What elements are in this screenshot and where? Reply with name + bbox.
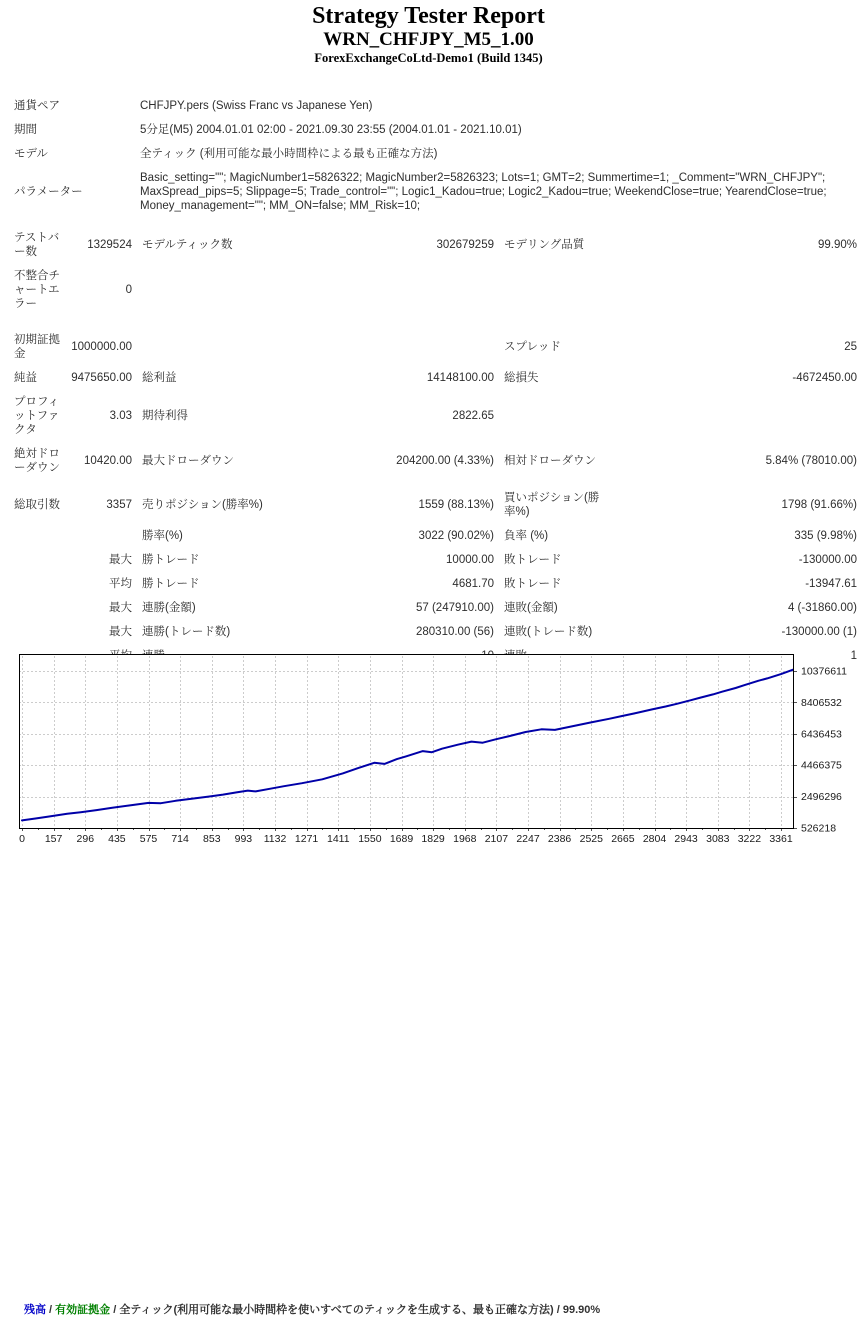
stat-label: 売りポジション(勝率%): [142, 499, 263, 511]
stat-value: 平均: [109, 578, 132, 590]
modeling-quality: 99.90%: [562, 1304, 601, 1316]
stat-value: 5.84% (78010.00): [765, 455, 857, 467]
server-build: ForexExchangeCoLtd-Demo1 (Build 1345): [314, 51, 543, 65]
stat-value: 4681.70: [452, 578, 494, 590]
x-tick-label: 993: [234, 833, 253, 845]
x-tick-label: 1271: [294, 833, 319, 845]
stat-label: 絶対ドロ ーダウン: [14, 448, 60, 474]
stat-label: 相対ドローダウン: [504, 455, 596, 467]
page-title: Strategy Tester Report: [312, 3, 545, 29]
y-tick-label: 8406532: [801, 696, 842, 709]
stat-value: -13947.61: [805, 578, 857, 590]
balance-chart-svg: [0, 648, 857, 852]
stat-value: 最大: [109, 602, 132, 614]
stat-label: 総取引数: [14, 499, 60, 511]
stat-value: 3357: [106, 499, 132, 511]
y-tick-label: 526218: [801, 822, 837, 835]
row-spacer: [14, 316, 857, 328]
info-label: 期間: [14, 124, 37, 136]
report-row: [14, 442, 857, 480]
report-row: [14, 524, 857, 548]
x-tick-label: 2665: [611, 833, 635, 845]
stat-value: 1000000.00: [71, 341, 132, 353]
x-tick-label: 2525: [579, 833, 603, 845]
x-tick-label: 3222: [737, 833, 762, 845]
row-spacer: [14, 218, 857, 226]
stat-value: 10420.00: [84, 455, 132, 467]
stat-label: 勝トレード: [142, 554, 200, 566]
model-note: 全ティック(利用可能な最小時間枠を使いすべてのティックを生成する、最も正確な方法): [119, 1304, 554, 1316]
info-label: モデル: [14, 148, 48, 160]
stat-label: 連勝(金額): [142, 602, 196, 614]
legend-separator: /: [110, 1304, 120, 1316]
info-label: パラメーター: [14, 186, 83, 198]
x-tick-label: 2247: [516, 833, 540, 845]
report-row: [14, 390, 857, 442]
stat-label: スプレッド: [504, 341, 561, 353]
x-tick-label: 1829: [421, 833, 445, 845]
x-tick-label: 2804: [642, 833, 667, 845]
x-tick-label: 1132: [263, 833, 287, 845]
chart-legend: [24, 1304, 604, 1317]
stat-label: 期待利得: [142, 410, 188, 422]
report-row: [14, 118, 857, 142]
x-tick-label: 2943: [674, 833, 698, 845]
legend-separator: /: [46, 1304, 56, 1316]
x-tick-label: 2386: [547, 833, 572, 845]
x-tick-label: 575: [139, 833, 158, 845]
stat-value: -130000.00 (1): [781, 626, 857, 638]
report-row: [14, 328, 857, 366]
stat-label: テストバ ー数: [14, 232, 60, 258]
stat-label: 最大ドローダウン: [142, 455, 234, 467]
report-row: [14, 264, 857, 316]
stat-value: 57 (247910.00): [415, 602, 494, 614]
x-tick-label: 296: [76, 833, 95, 845]
report-table: [14, 94, 857, 668]
stat-label: モデルティック数: [142, 239, 233, 251]
stat-value: 4 (-31860.00): [787, 602, 857, 614]
report-header: [0, 0, 857, 66]
x-tick-label: 1689: [389, 833, 414, 845]
info-value: 5分足(M5) 2004.01.01 02:00 - 2021.09.30 23:55 (2004.01.01 - 2021.10.01): [140, 124, 522, 136]
stat-value: 3022 (90.02%): [418, 530, 494, 542]
stat-label: 純益: [14, 372, 37, 384]
x-tick-label: 714: [171, 833, 189, 845]
stat-label: 総損失: [504, 372, 539, 384]
info-value: Basic_setting=""; MagicNumber1=5826322; MagicNumber2=5826323; Lots=1; GMT=2; Summertime=1; _Comment="WRN_CHFJPY"; MaxSpread_pips=5; Slippage=5; Trade_control=""; Logic1_Kadou=true; Logic2_Kadou=true; WeekendClose=true; YearendClose=true; Money_management=""; MM_ON=false; MM_Risk=10;: [140, 172, 827, 212]
info-value: CHFJPY.pers (Swiss Franc vs Japanese Yen): [140, 100, 373, 112]
stat-value: 9475650.00: [71, 372, 132, 384]
stat-value: 204200.00 (4.33%): [396, 455, 494, 467]
stat-label: 勝トレード: [142, 578, 200, 590]
stat-label: 勝率(%): [142, 530, 183, 542]
y-tick-label: 6436453: [801, 728, 842, 741]
report-row: [14, 226, 857, 264]
x-tick-label: 1411: [327, 833, 350, 845]
report-row: [14, 366, 857, 390]
report-row: [14, 572, 857, 596]
stat-value: 14148100.00: [426, 372, 494, 384]
stat-value: 1798 (91.66%): [781, 499, 857, 511]
stat-label: プロフィ ットファ クタ: [14, 396, 60, 436]
stat-value: 1559 (88.13%): [418, 499, 494, 511]
report-row: [14, 486, 857, 524]
stat-value: 3.03: [109, 410, 132, 422]
stat-label: 初期証拠 金: [14, 334, 60, 360]
info-label: 通貨ペア: [14, 100, 60, 112]
y-axis-labels: [801, 666, 847, 835]
chart-plot-area: [19, 654, 793, 828]
x-tick-label: 1968: [453, 833, 477, 845]
x-tick-label: 0: [19, 833, 25, 845]
stat-label: 敗トレード: [504, 554, 562, 566]
stat-value: 最大: [109, 626, 132, 638]
x-tick-label: 1550: [358, 833, 382, 845]
x-tick-label: 853: [203, 833, 221, 845]
stat-label: 連勝(トレード数): [142, 626, 231, 638]
stat-label: 買いポジション(勝率%): [504, 492, 600, 518]
info-value: 全ティック (利用可能な最小時間枠による最も正確な方法): [140, 148, 438, 160]
report-row: [14, 620, 857, 644]
x-tick-label: 157: [44, 833, 63, 845]
stat-value: 302679259: [436, 239, 494, 251]
x-tick-label: 3083: [706, 833, 730, 845]
stat-label: 連敗(金額): [504, 602, 558, 614]
x-tick-label: 3361: [769, 833, 793, 845]
balance-chart: [0, 648, 857, 1316]
stat-value: -130000.00: [798, 554, 857, 566]
stat-label: 連敗(トレード数): [504, 626, 593, 638]
stat-label: 敗トレード: [504, 578, 562, 590]
y-tick-label: 4466375: [801, 759, 842, 772]
stat-value: 最大: [109, 554, 132, 566]
x-axis-labels: [19, 833, 793, 845]
stat-value: -4672450.00: [792, 372, 857, 384]
stat-value: 2822.65: [452, 410, 494, 422]
report-row: [14, 166, 857, 218]
stat-label: 総利益: [142, 372, 177, 384]
balance-series-label: 残高: [24, 1304, 46, 1316]
stat-value: 10000.00: [446, 554, 494, 566]
report-row: [14, 596, 857, 620]
y-tick-label: 10376611: [801, 665, 847, 678]
ea-name: WRN_CHFJPY_M5_1.00: [323, 29, 534, 50]
stat-value: 335 (9.98%): [794, 530, 857, 542]
equity-series-label: 有効証拠金: [55, 1304, 111, 1316]
stat-label: 負率 (%): [504, 530, 549, 542]
x-tick-label: 2107: [484, 833, 509, 845]
report-row: [14, 94, 857, 118]
report-row: [14, 548, 857, 572]
stat-value: 99.90%: [817, 239, 857, 251]
stat-value: 25: [844, 341, 857, 353]
x-tick-label: 435: [108, 833, 126, 845]
stat-label: モデリング品質: [504, 239, 585, 251]
report-row: [14, 142, 857, 166]
stat-value: 1: [850, 650, 857, 662]
y-tick-label: 2496296: [801, 791, 842, 804]
stat-value: 1329524: [87, 239, 132, 251]
legend-separator: /: [553, 1304, 563, 1316]
stat-value: 0: [125, 284, 132, 296]
stat-label: 不整合チ ャートエ ラー: [14, 270, 60, 310]
stat-value: 280310.00 (56): [415, 626, 494, 638]
